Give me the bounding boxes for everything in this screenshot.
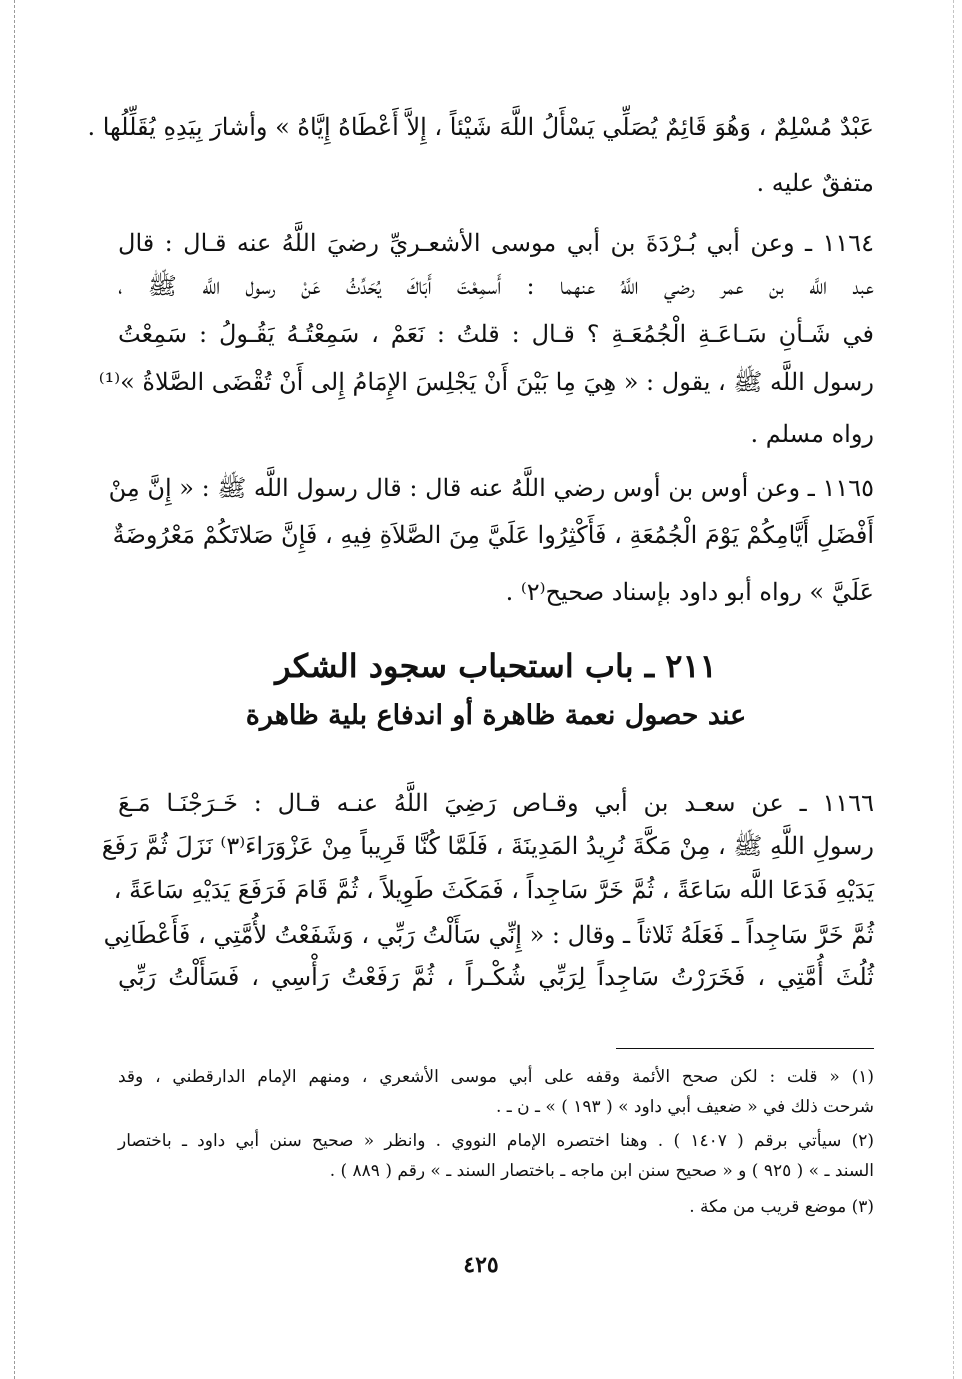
hadith-1164-line: ١١٦٤ ـ وعن أبي بُـرْدَةَ بن أبي موسى الأشعـريِّ رضيَ اللَّهُ عنه قـال : قال	[118, 229, 874, 257]
binding-margin-line	[14, 0, 15, 1379]
body-line: رسولِ اللَّهِ ﷺ ، مِنْ مَكَّةَ نُرِيدُ المَدِينَةَ ، فَلَمَّا كُنَّا قَرِيباً مِنْ عَزْوَرَاءَ⁽٣⁾ نَزَلَ ثُمَّ رَفَعَ	[101, 832, 874, 860]
body-line: يَدَيْهِ فَدَعَا اللَّه سَاعَةً ، ثُمَّ خَرَّ سَاجِداً ، فَمَكَثَ طَوِيلاً ، ثُمَّ قَامَ فَرَفَعَ يَدَيْهِ سَاعَةً ،	[113, 876, 874, 904]
footnote-line: (٣) موضع قريب من مكة .	[689, 1197, 874, 1217]
body-line: رواه مسلم .	[750, 420, 874, 448]
body-line: ثُمَّ خَرَّ سَاجِداً ـ فَعَلَهُ ثَلاثاً ـ وقال : « إِنِّي سَأَلْتُ رَبِّي ، وَشَفَعْتُ لأُمَّتِي ، فَأَعْطَانِي	[103, 921, 874, 949]
chapter-title: ٢١١ ـ باب استحباب سجود الشكر	[275, 647, 717, 685]
body-line: في شَـأنِ سَـاعَـةِ الْجُمُعَـةِ ؟ قـال : قلتُ : نَعَمْ ، سَمِعْتُـهُ يَقُـولُ : سَمِعْتُ	[118, 320, 874, 348]
body-line: رسول اللَّه ﷺ ، يقول : « هِيَ مِا بَيْنَ أَنْ يَجْلِسَ الإِمَامُ إِلى أَنْ تُقْضَى الصَّلاةُ »⁽¹⁾	[98, 368, 874, 396]
body-line: عَبْدٌ مُسْلِمٌ ، وَهُوَ قَائِمٌ يُصَلِّي يَسْأَلُ اللَّهَ شَيْئاً ، إِلاَّ أَعْطَاهُ إِيَّاهُ » وأشارَ بِيَدِهِ يُقَلِّلُها .	[87, 113, 874, 141]
footnote-line: (٢) سيأتي برقم ( ١٤٠٧ ) . وهنا اختصره الإمام النووي . وانظر « صحيح سنن أبي داود ـ باختصار	[118, 1131, 875, 1151]
hadith-1166-line: ١١٦٦ ـ عن سعـد بن أبي وقـاص رَضِيَ اللَّهُ عنـه قـال : خَـرَجْنَـا مَـعَ	[118, 789, 875, 817]
footnote-line: شرحت ذلك في « ضعيف أبي داود » ( ١٩٣ ) » ـ ن ـ .	[495, 1097, 874, 1117]
page-number: ٤٢٥	[463, 1252, 499, 1278]
footnote-line: السند ـ » ( ٩٢٥ ) و « صحيح سنن ابن ماجه ـ باختصار السند ـ » رقم ( ٨٨٩ ) .	[329, 1161, 874, 1181]
footnote-line: (١) « قلت : لكن صحح الأئمة وقفه على أبي موسى الأشعري ، ومنهم الإمام الدارقطني ، وقد	[118, 1067, 874, 1087]
footnote-separator	[616, 1048, 874, 1049]
hadith-1165-line: ١١٦٥ ـ وعن أوس بن أوس رضي اللَّهُ عنه قال : قال رسول اللَّه ﷺ : « إِنَّ مِنْ	[108, 474, 874, 502]
body-line: أَفْضَلِ أَيَّامِكُمْ يَوْمَ الْجُمُعَةِ ، فَأَكْثِرُوا عَلَيَّ مِنَ الصَّلاَةِ فِيهِ ، فَإِنَّ صَلاتَكُمْ مَعْرُوضَةٌ	[112, 521, 874, 549]
body-line: عبد اللَّه بن عمر رضي اللَّهُ عنهما : أَسمِعْتَ أَبَاكَ يُحَدِّثُ عَنْ رسول اللَّه ﷺ ،	[118, 272, 874, 300]
body-line: ثُلُثَ أُمَّتِي ، فَخَرَرْتُ سَاجِداً لِرَبِّي شُكْـراً ، ثُمَّ رَفَعْتُ رَأْسِي ، فَسَأَلْتُ رَبِّي	[118, 963, 874, 991]
scan-edge-line	[953, 0, 954, 1379]
body-line: عَلَيَّ » رواه أبو داود بإسناد صحيح⁽٢⁾ .	[505, 578, 874, 606]
chapter-subtitle: عند حصول نعمة ظاهرة أو اندفاع بلية ظاهرة	[245, 700, 747, 731]
body-line: متفقٌ عليه .	[756, 169, 874, 197]
